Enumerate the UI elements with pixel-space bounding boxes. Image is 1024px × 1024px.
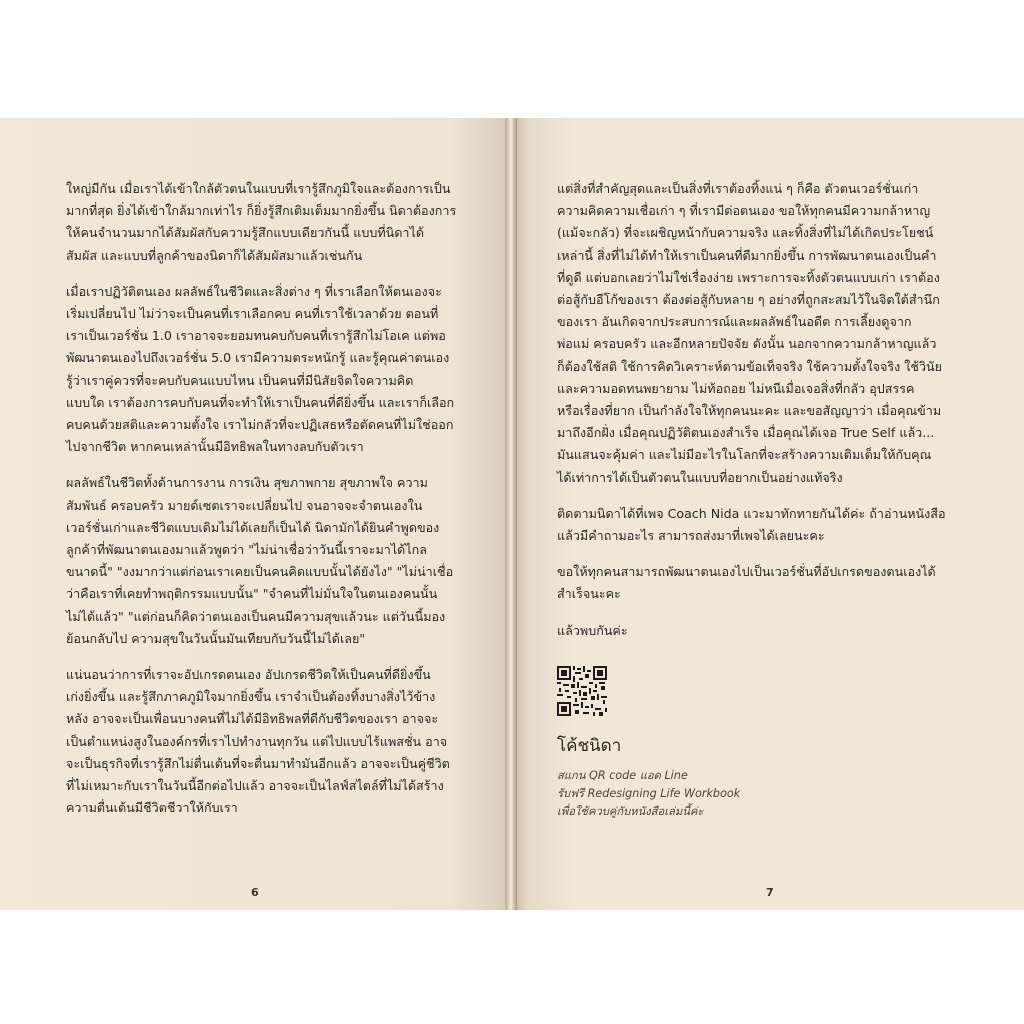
text-line: จะเป็นธุรกิจที่เรารู้สึกไม่ตื่นเต้นที่จะตื่นมาทำมันอีกแล้ว อาจจะเป็นคู่ชีวิต bbox=[66, 755, 450, 771]
right-page bbox=[513, 118, 1024, 910]
text-line: ไปจากชีวิต หากคนเหล่านั้นมีอิทธิพลในทางลบกับตัวเรา bbox=[66, 439, 364, 455]
text-line: เหล่านี้ สิ่งที่ไม่ได้ทำให้เราเป็นคนที่ดีมากยิ่งขึ้น การพัฒนาตนเองเป็นคำ bbox=[557, 247, 937, 263]
paragraph bbox=[66, 472, 464, 650]
caption-line: สแกน QR code แอด Line bbox=[557, 769, 688, 783]
text-line: พัฒนาตนเองไปถึงเวอร์ชั่น 5.0 เรามีความตระหนักรู้ และรู้คุณค่าตนเอง bbox=[66, 350, 450, 366]
text-line: แล้วพบกันค่ะ bbox=[557, 622, 628, 638]
text-line: มาถึงอีกฝั่ง เมื่อคุณปฏิวัติตนเองสำเร็จ เมื่อคุณได้เจอ True Self แล้ว... bbox=[557, 425, 935, 441]
paragraph bbox=[66, 664, 464, 819]
text-line: ว่าคือเราที่เคยทำพฤติกรรมแบบนั้น" "จำคนที่ไม่มั่นใจในตนเองคนนั้น bbox=[66, 586, 438, 602]
text-line: (แม้จะกลัว) ที่จะเผชิญหน้ากับความจริง และทิ้งสิ่งที่ไม่ได้เกิดประโยชน์ bbox=[557, 225, 934, 241]
text-line: ของเรา อันเกิดจากประสบการณ์และผลลัพธ์ในอดีต การเลี้ยงดูจาก bbox=[557, 314, 912, 330]
text-line: ความคิดความเชื่อเก่า ๆ ที่เรามีต่อตนเอง ขอให้ทุกคนมีความกล้าหาญ bbox=[557, 203, 931, 219]
text-line: สัมผัส และแบบที่ลูกค้าของนิดาก็ได้สัมผัสมาแล้วเช่นกัน bbox=[66, 247, 363, 263]
text-line: คบคนด้วยสติและความตั้งใจ เราไม่กลัวที่จะปฏิเสธหรือตัดคนที่ไม่ใช่ออก bbox=[66, 417, 454, 433]
text-line: มันแสนจะคุ้มค่า และไม่มีอะไรในโลกที่จะสร้างความเติมเต็มให้กับคุณ bbox=[557, 447, 932, 463]
text-line: เวอร์ชั่นเก่าและชีวิตแบบเดิมไม่ได้เลยก็เป็นได้ นิดามักได้ยินคำพูดของ bbox=[66, 519, 440, 535]
text-line: เราเป็นเวอร์ชั่น 1.0 เราอาจจะยอมทนคบกับคนที่เรารู้สึกไม่โอเค แต่พอ bbox=[66, 328, 446, 344]
text-line: สำเร็จนะคะ bbox=[557, 586, 621, 602]
text-line: เป็นตำแหน่งสูงในองค์กรที่เราไปทำงานทุกวัน แต่ไปแบบไร้แพสชั่น อาจ bbox=[66, 733, 448, 749]
caption-line: รับฟรี Redesigning Life Workbook bbox=[557, 787, 741, 801]
caption-line: เพื่อใช้ควบคู่กับหนังสือเล่มนี้ค่ะ bbox=[557, 805, 704, 819]
paragraph bbox=[66, 281, 464, 459]
text-line: ต่อสู้กับอีโก้ของเรา ต้องต่อสู้กับหลาย ๆ อย่างที่ถูกสะสมไว้ในจิตใต้สำนึก bbox=[557, 292, 940, 308]
text-line: ไม่ได้แล้ว" "แต่ก่อนก็คิดว่าตนเองเป็นคนมีความสุขแล้วนะ แต่วันนี้มอง bbox=[66, 608, 446, 624]
text-line: ใหญ่มีกัน เมื่อเราได้เข้าใกล้ตัวตนในแบบที่เรารู้สึกภูมิใจและต้องการเป็น bbox=[66, 181, 451, 196]
text-line: แบบใด เราต้องการคบกับคนที่จะทำให้เราเป็นคนที่ดียิ่งขึ้น และเราก็เลือก bbox=[66, 394, 455, 410]
left-page-text bbox=[66, 178, 464, 833]
text-line: ก็ต้องใช้สติ ใช้การคิดวิเคราะห์ตามข้อเท็จจริง ใช้ความตั้งใจจริง ใช้วินัย bbox=[557, 358, 943, 374]
right-page-text bbox=[557, 178, 965, 821]
signature: โค้ชนิดา bbox=[557, 736, 622, 757]
text-line: ติดตามนิดาได้ที่เพจ Coach Nida แวะมาทักทายกันได้ค่ะ ถ้าอ่านหนังสือ bbox=[557, 505, 946, 521]
qr-code-icon bbox=[557, 666, 607, 716]
qr-caption bbox=[557, 767, 965, 821]
text-line: ย้อนกลับไป ความสุขในวันนั้นมันเทียบกับวันนี้ไม่ได้เลย" bbox=[66, 630, 366, 646]
left-page bbox=[0, 118, 512, 910]
text-line: แต่สิ่งที่สำคัญสุดและเป็นสิ่งที่เราต้องทิ้งแน่ ๆ ก็คือ ตัวตนเวอร์ชั่นเก่า bbox=[557, 181, 919, 196]
text-line: แน่นอนว่าการที่เราจะอัปเกรดตนเอง อัปเกรดชีวิตให้เป็นคนที่ดียิ่งขึ้น bbox=[66, 667, 431, 683]
page-number: 6 bbox=[251, 886, 259, 899]
text-line: รู้ว่าเราคู่ควรที่จะคบกับคนแบบไหน เป็นคนที่มีนิสัยจิตใจความคิด bbox=[66, 372, 414, 388]
paragraph bbox=[557, 620, 965, 642]
text-line: เมื่อเราปฏิวัติตนเอง ผลลัพธ์ในชีวิตและสิ่งต่าง ๆ ที่เราเลือกให้ตนเองจะ bbox=[66, 283, 442, 299]
text-line: หรือเรื่องที่ยาก เป็นกำลังใจให้ทุกคนนะคะ และขอสัญญาว่า เมื่อคุณข้าม bbox=[557, 403, 942, 419]
paragraph bbox=[557, 503, 965, 547]
paragraph bbox=[557, 178, 965, 489]
book-gutter bbox=[505, 118, 517, 910]
text-line: ที่ดูดี แต่บอกเลยว่าไม่ใช่เรื่องง่าย เพราะการจะทิ้งตัวตนแบบเก่า เราต้อง bbox=[557, 269, 940, 285]
text-line: เริ่มเปลี่ยนไป ไม่ว่าจะเป็นคนที่เราเลือกคบ คนที่เราใช้เวลาด้วย ตอนที่ bbox=[66, 306, 439, 322]
text-line: และความอดทนพยายาม ไม่ท้อถอย ไม่หนีเมื่อเจอสิ่งที่กลัว อุปสรรค bbox=[557, 380, 915, 396]
text-line: ให้คนจำนวนมากได้สัมผัสกับความรู้สึกแบบเดียวกันนี้ แบบที่นิดาได้ bbox=[66, 225, 425, 241]
book-spread bbox=[0, 118, 1024, 910]
text-line: หลัง อาจจะเป็นเพื่อนบางคนที่ไม่ได้มีอิทธิพลที่ดีกับชีวิตของเรา อาจจะ bbox=[66, 711, 439, 727]
text-line: เก่งยิ่งขึ้น และรู้สึกภาคภูมิใจมากยิ่งขึ้น เราจำเป็นต้องทิ้งบางสิ่งไว้ข้าง bbox=[66, 689, 436, 705]
text-line: พ่อแม่ ครอบครัว และอีกหลายปัจจัย ดังนั้น นอกจากความกล้าหาญแล้ว bbox=[557, 336, 937, 352]
text-line: แล้วมีคำถามอะไร สามารถส่งมาที่เพจได้เลยนะคะ bbox=[557, 528, 825, 544]
text-line: ที่ไม่เหมาะกับเราในวันนี้อีกต่อไปแล้ว อาจจะเป็นไลฟ์สไตล์ที่ไม่ได้สร้าง bbox=[66, 778, 444, 794]
text-line: ได้เท่าการได้เป็นตัวตนในแบบที่อยากเป็นอย่างแท้จริง bbox=[557, 469, 843, 485]
text-line: ขอให้ทุกคนสามารถพัฒนาตนเองไปเป็นเวอร์ชั่นที่อัปเกรดของตนเองได้ bbox=[557, 564, 936, 580]
text-line: ลูกค้าที่พัฒนาตนเองมาแล้วพูดว่า "ไม่น่าเชื่อว่าวันนี้เราจะมาได้ไกล bbox=[66, 542, 428, 558]
text-line: ความตื่นเต้นมีชีวิตชีวาให้กับเรา bbox=[66, 800, 238, 816]
text-line: มากที่สุด ยิ่งได้เข้าใกล้มากเท่าไร ก็ยิ่งรู้สึกเติมเต็มมากยิ่งขึ้น นิดาต้องการ bbox=[66, 203, 457, 219]
text-line: สัมพันธ์ ครอบครัว มายด์เซตเราจะเปลี่ยนไป จนอาจจะจำตนเองใน bbox=[66, 497, 423, 513]
page-number: 7 bbox=[766, 886, 774, 899]
paragraph bbox=[557, 561, 965, 605]
text-line: ผลลัพธ์ในชีวิตทั้งด้านการงาน การเงิน สุขภาพกาย สุขภาพใจ ความ bbox=[66, 475, 428, 491]
text-line: ขนาดนี้" "งงมากว่าแต่ก่อนเราเคยเป็นคนคิดแบบนั้นได้ยังไง" "ไม่น่าเชื่อ bbox=[66, 564, 454, 580]
paragraph bbox=[66, 178, 464, 267]
